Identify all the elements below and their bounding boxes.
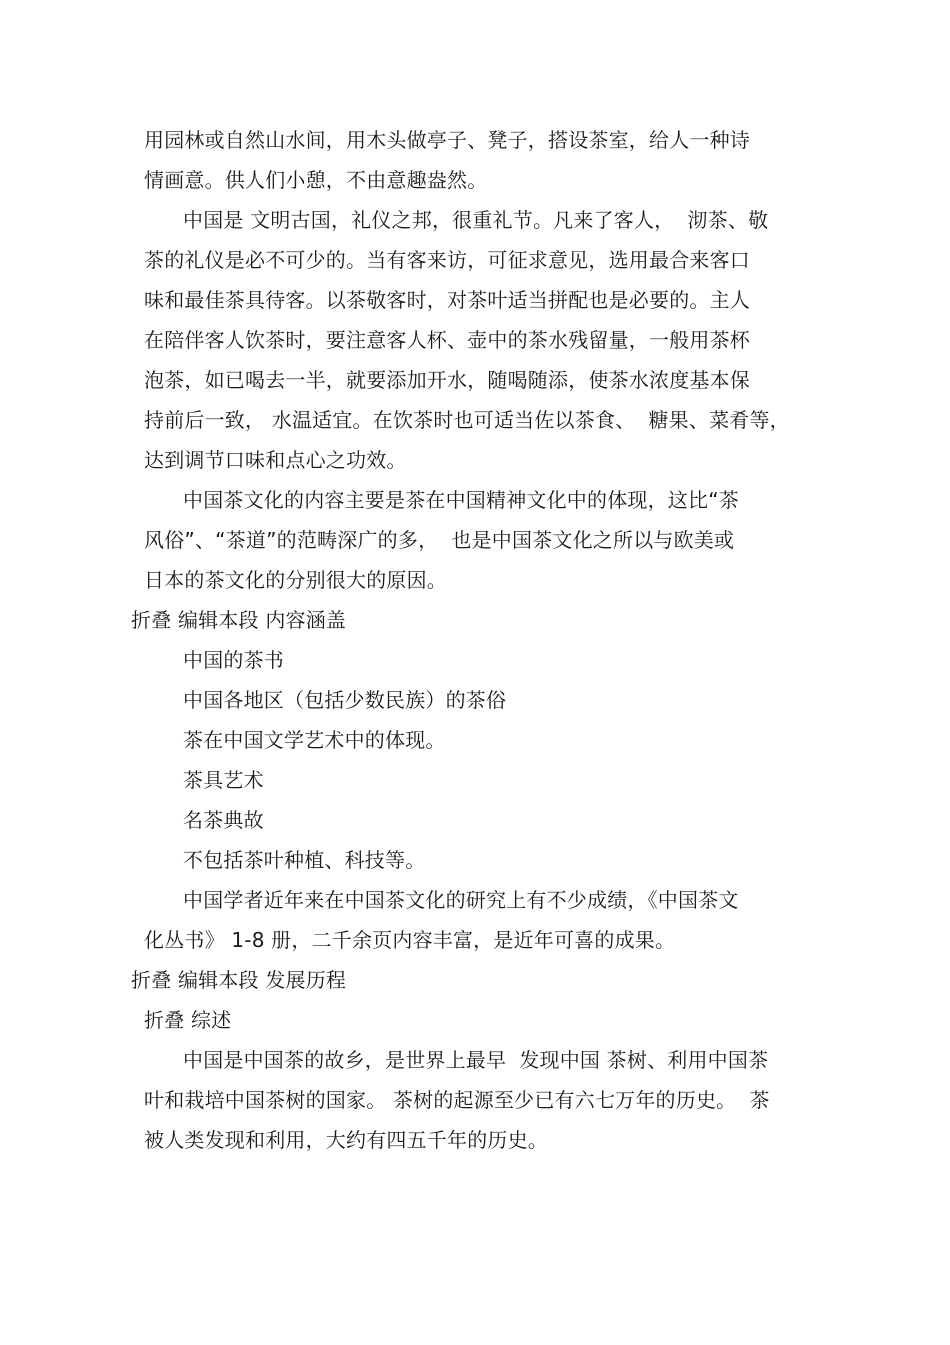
list-item: 中国各地区（包括少数民族）的茶俗 <box>183 688 507 712</box>
text-line: 味和最佳茶具待客。以茶敬客时，对茶叶适当拼配也是必要的。主人 <box>144 288 750 312</box>
text-line: 日本的茶文化的分别很大的原因。 <box>144 568 447 592</box>
list-item: 茶具艺术 <box>183 768 264 792</box>
text-line: 在陪伴客人饮茶时，要注意客人杯、壶中的茶水残留量，一般用茶杯 <box>144 328 750 352</box>
list-item: 茶在中国文学艺术中的体现。 <box>183 728 446 752</box>
text-line: 泡茶，如已喝去一半，就要添加开水，随喝随添，使茶水浓度基本保 <box>144 368 750 392</box>
section-heading: 折叠 编辑本段 内容涵盖 <box>131 608 347 632</box>
list-item: 中国的茶书 <box>183 648 284 672</box>
list-item: 不包括茶叶种植、科技等。 <box>183 848 426 872</box>
text-line: 用园林或自然山水间，用木头做亭子、凳子，搭设茶室，给人一种诗 <box>144 128 750 152</box>
text-line: 风俗”、“茶道”的范畴深广的多， 也是中国茶文化之所以与欧美或 <box>144 528 735 552</box>
section-heading: 折叠 编辑本段 发展历程 <box>131 968 347 992</box>
text-line: 被人类发现和利用，大约有四五千年的历史。 <box>144 1128 548 1152</box>
text-line: 中国是 文明古国，礼仪之邦，很重礼节。凡来了客人， 沏茶、敬 <box>183 208 769 232</box>
text-line: 中国茶文化的内容主要是茶在中国精神文化中的体现，这比“茶 <box>183 488 739 512</box>
text-line: 茶的礼仪是必不可少的。当有客来访，可征求意见，选用最合来客口 <box>144 248 750 272</box>
text-line: 中国是中国茶的故乡，是世界上最早 发现中国 茶树、利用中国茶 <box>183 1048 769 1072</box>
text-line: 情画意。供人们小憩，不由意趣盎然。 <box>144 168 488 192</box>
text-line: 叶和栽培中国茶树的国家。 茶树的起源至少已有六七万年的历史。 茶 <box>144 1088 770 1112</box>
text-line: 持前后一致， 水温适宜。在饮茶时也可适当佐以茶食、 糖果、菜肴等， <box>144 408 790 432</box>
text-line: 达到调节口味和点心之功效。 <box>144 448 407 472</box>
text-line: 化丛书》 1-8 册，二千余页内容丰富，是近年可喜的成果。 <box>144 928 676 952</box>
list-item: 名茶典故 <box>183 808 264 832</box>
subsection-heading: 折叠 综述 <box>144 1008 232 1032</box>
text-line: 中国学者近年来在中国茶文化的研究上有不少成绩，《中国茶文 <box>183 888 739 912</box>
